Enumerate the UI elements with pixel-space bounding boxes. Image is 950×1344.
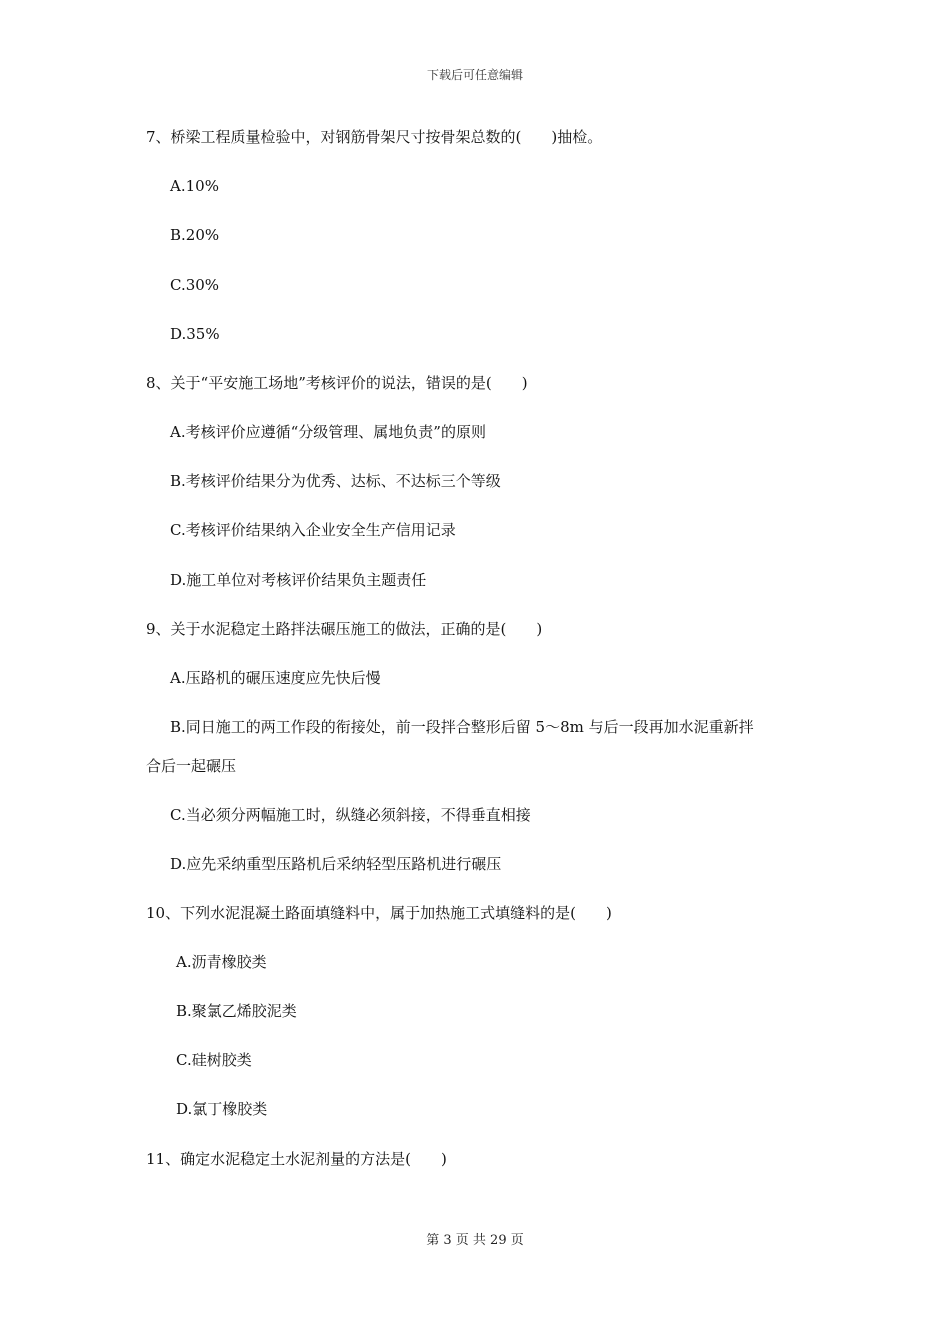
question-7-option-a: A.10% — [170, 177, 219, 195]
question-7-stem: 7、桥梁工程质量检验中，对钢筋骨架尺寸按骨架总数的( )抽检。 — [146, 128, 603, 146]
question-7-option-d: D.35% — [170, 325, 220, 343]
question-9-option-d: D.应先采纳重型压路机后采纳轻型压路机进行碾压 — [170, 855, 502, 873]
question-9-stem: 9、关于水泥稳定土路拌法碾压施工的做法，正确的是( ) — [146, 620, 543, 638]
question-8-stem: 8、关于“平安施工场地”考核评价的说法，错误的是( ) — [146, 374, 528, 392]
question-7-option-c: C.30% — [170, 276, 220, 294]
question-9-option-b-continuation: 合后一起碾压 — [146, 757, 237, 775]
question-10-option-c: C.硅树胶类 — [176, 1051, 252, 1069]
page-footer: 第 3 页 共 29 页 — [426, 1233, 524, 1248]
question-8-option-d: D.施工单位对考核评价结果负主题责任 — [170, 571, 427, 589]
question-9-option-b: B.同日施工的两工作段的衔接处，前一段拌合整形后留 5～8m 与后一段再加水泥重新拌 — [170, 718, 754, 736]
page-header: 下载后可任意编辑 — [426, 68, 523, 82]
question-8-option-b: B.考核评价结果分为优秀、达标、不达标三个等级 — [170, 472, 501, 490]
question-10-option-a: A.沥青橡胶类 — [176, 953, 267, 971]
question-9-option-a: A.压路机的碾压速度应先快后慢 — [170, 669, 381, 687]
question-8-option-c: C.考核评价结果纳入企业安全生产信用记录 — [170, 521, 456, 539]
question-9-option-c: C.当必须分两幅施工时，纵缝必须斜接，不得垂直相接 — [170, 806, 531, 824]
question-10-option-b: B.聚氯乙烯胶泥类 — [176, 1002, 297, 1020]
question-10-stem: 10、下列水泥混凝土路面填缝料中，属于加热施工式填缝料的是( ) — [146, 904, 612, 922]
question-8-option-a: A.考核评价应遵循“分级管理、属地负责”的原则 — [170, 423, 486, 441]
question-11-stem: 11、确定水泥稳定土水泥剂量的方法是( ) — [146, 1150, 447, 1168]
question-10-option-d: D.氯丁橡胶类 — [176, 1100, 268, 1118]
question-7-option-b: B.20% — [170, 226, 220, 244]
